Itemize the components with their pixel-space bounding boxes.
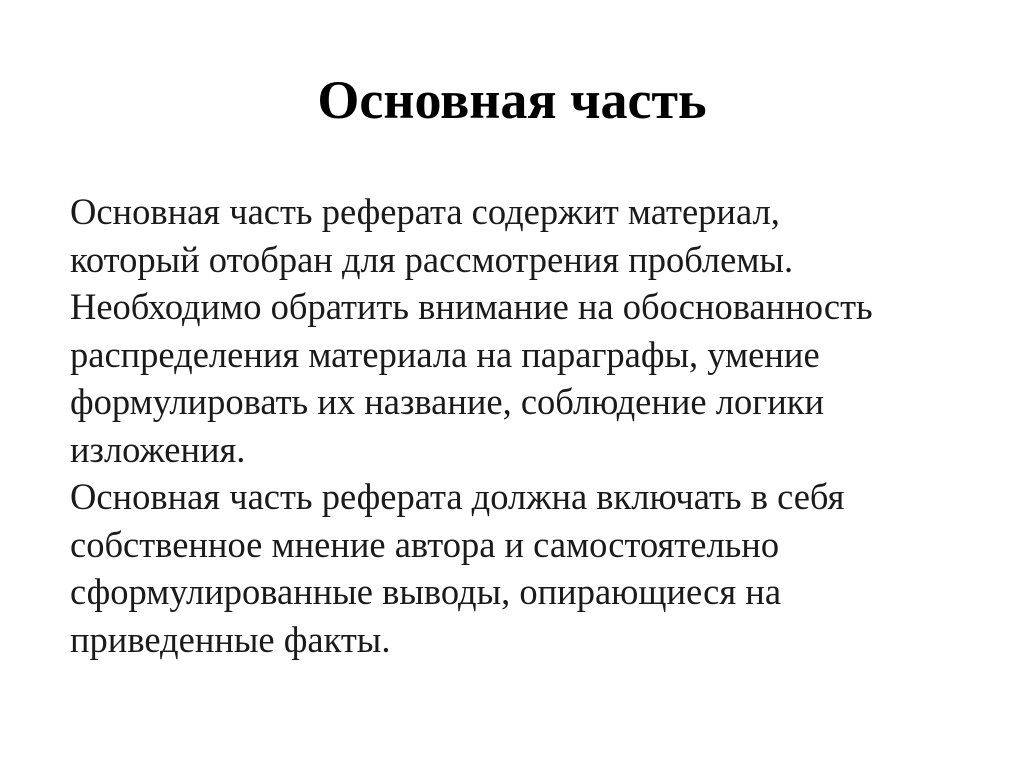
body-line: который отобран для рассмотрения проблемы. <box>70 238 794 280</box>
body-line: Основная часть реферата должна включать в себя <box>70 476 845 517</box>
body-line: Необходимо обратить внимание на обоснованность <box>70 286 873 327</box>
body-line: формулировать их название, соблюдение логики <box>70 381 824 422</box>
body-line: изложения. <box>70 428 246 470</box>
body-line: сформулированные выводы, опирающиеся на <box>70 571 782 612</box>
body-line: приведенные факты. <box>70 618 391 660</box>
body-line: распределения материала на параграфы, умение <box>70 333 820 375</box>
body-line: Основная часть реферата содержит материал, <box>70 191 780 232</box>
slide-body <box>70 188 970 663</box>
slide-title: Основная часть <box>317 70 707 130</box>
body-line: собственное мнение автора и самостоятельно <box>70 523 780 565</box>
